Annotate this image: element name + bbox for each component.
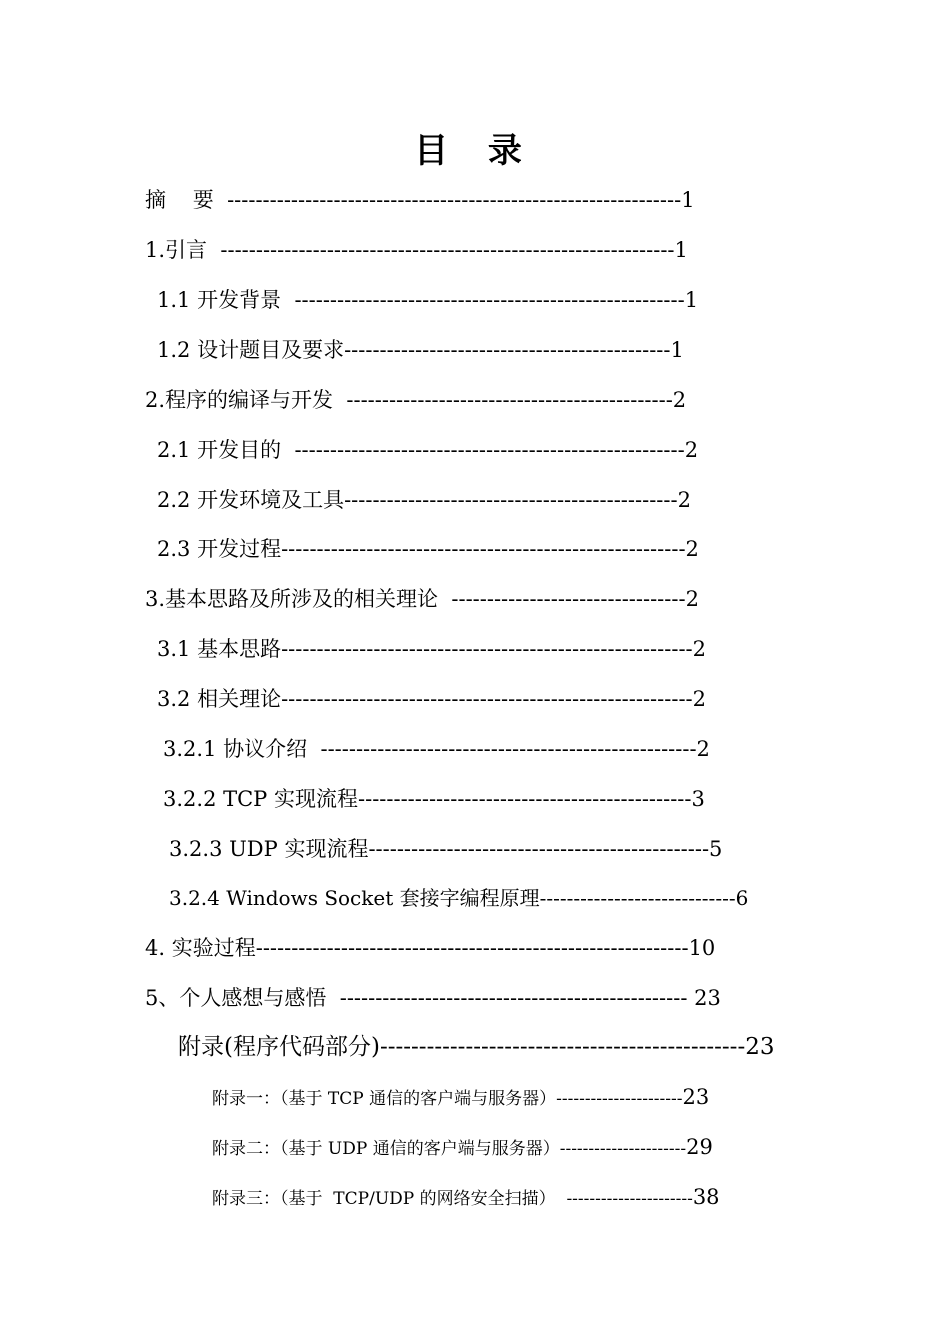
- toc-entry-label: 3.2 相关理论: [157, 687, 282, 711]
- toc-entry-page: 1: [674, 238, 688, 262]
- toc-entry-page: 1: [681, 188, 695, 212]
- toc-entry-page: 3: [691, 787, 705, 811]
- toc-entry-label: 附录二：（基于 UDP 通信的客户端与服务器）: [212, 1139, 560, 1159]
- toc-entry-page: 2: [677, 488, 691, 512]
- toc-entry-label: 3.基本思路及所涉及的相关理论: [145, 587, 452, 611]
- toc-entry-label: 摘 要: [145, 188, 228, 212]
- toc-entry-page: 2: [685, 587, 699, 611]
- toc-entry-label: 2.2 开发环境及工具: [157, 488, 345, 512]
- toc-entry: [163, 785, 783, 813]
- toc-entry: [212, 1133, 812, 1163]
- toc-entry-leader: ---------------------------------------------------------: [281, 537, 686, 561]
- toc-entry-page: 2: [692, 687, 707, 711]
- toc-entry: [157, 336, 767, 364]
- toc-entry-leader: ----------------------------------------------------------------: [220, 238, 675, 262]
- toc-entry-label: 附录三：（基于 TCP/UDP 的网络安全扫描）: [212, 1189, 567, 1209]
- toc-entry-leader: -------------------------------------------------: [339, 986, 695, 1010]
- toc-entry-page: 5: [709, 837, 723, 861]
- toc-entry: [145, 236, 765, 264]
- toc-entry-leader: ----------------------: [559, 1139, 687, 1159]
- toc-entry: [212, 1083, 812, 1113]
- toc-entry: [178, 1033, 813, 1061]
- toc-entry-leader: ----------------------------------------------: [346, 388, 673, 412]
- toc-entry-leader: ----------------------------------------------------------: [281, 637, 693, 661]
- toc-entry: [212, 1183, 812, 1213]
- toc-entry-leader: -----------------------------------------------: [379, 1034, 746, 1060]
- toc-entry-page: 38: [692, 1185, 720, 1209]
- toc-entry-label: 2.程序的编译与开发: [145, 388, 347, 412]
- toc-entry-leader: -------------------------------------------------------------: [255, 936, 689, 960]
- toc-entry-leader: ------------------------------------------------: [368, 837, 710, 861]
- toc-entry-leader: ----------------------: [556, 1089, 683, 1109]
- toc-entry-label: 5、个人感想与感悟: [145, 986, 340, 1010]
- toc-entry: [157, 436, 772, 464]
- toc-entry-label: 1.1 开发背景: [157, 288, 295, 312]
- toc-entry-page: 10: [688, 936, 716, 960]
- toc-entry-label: 4. 实验过程: [145, 936, 256, 960]
- toc-entry: [157, 486, 772, 514]
- toc-entry-leader: -----------------------------: [539, 886, 736, 910]
- toc-entry-page: 2: [672, 388, 687, 412]
- toc-entry: [169, 884, 804, 912]
- toc-entry-label: 2.1 开发目的: [157, 438, 295, 462]
- toc-entry-leader: ---------------------------------: [451, 587, 686, 611]
- toc-entry-page: 1: [670, 338, 684, 362]
- toc-entry: [145, 934, 805, 962]
- toc-entry: [145, 585, 780, 613]
- toc-entry: [145, 186, 765, 214]
- toc-entry-leader: ----------------------------------------------------------: [281, 687, 693, 711]
- toc-entry-label: 附录一：（基于 TCP 通信的客户端与服务器）: [212, 1089, 557, 1109]
- toc-entry-page: 29: [686, 1135, 713, 1159]
- toc-entry-leader: -----------------------------------------------------: [320, 737, 697, 761]
- toc-entry: [145, 386, 770, 414]
- toc-entry-page: 2: [692, 637, 707, 661]
- toc-entry-leader: ----------------------: [566, 1189, 693, 1209]
- toc-entry-page: 23: [682, 1085, 710, 1109]
- toc-entry-label: 3.2.2 TCP 实现流程: [163, 787, 358, 811]
- toc-entry-page: 2: [696, 737, 710, 761]
- toc-entry-label: 3.2.4 Windows Socket 套接字编程原理: [169, 886, 540, 910]
- toc-entry-leader: -------------------------------------------------------: [294, 288, 685, 312]
- toc-entry-leader: ----------------------------------------------------------------: [227, 188, 682, 212]
- toc-entry-label: 3.2.3 UDP 实现流程: [169, 837, 369, 861]
- toc-entry-page: 1: [684, 288, 699, 312]
- toc-entry: [157, 635, 782, 663]
- toc-entry-leader: -----------------------------------------------: [358, 787, 692, 811]
- toc-entry-label: 1.2 设计题目及要求: [157, 338, 345, 362]
- toc-entry: [157, 286, 767, 314]
- toc-entry-label: 3.1 基本思路: [157, 637, 282, 661]
- toc-entry-label: 3.2.1 协议介绍: [163, 737, 321, 761]
- toc-entry: [157, 685, 782, 713]
- toc-entry-label: 2.3 开发过程: [157, 537, 282, 561]
- toc-entry: [169, 835, 799, 863]
- toc-entry-label: 附录(程序代码部分): [178, 1034, 380, 1060]
- toc-entry-page: 2: [685, 537, 699, 561]
- toc-entry: [157, 535, 772, 563]
- toc-entry-leader: -------------------------------------------------------: [294, 438, 685, 462]
- toc-entry-page: 2: [684, 438, 699, 462]
- toc-entry: [145, 984, 810, 1012]
- toc-title: 目 录: [414, 131, 536, 171]
- toc-entry-page: 23: [745, 1034, 775, 1060]
- toc-entry-leader: -----------------------------------------------: [344, 488, 678, 512]
- toc-entry: [163, 735, 783, 763]
- toc-entry-leader: ----------------------------------------------: [344, 338, 671, 362]
- toc-entry-page: 6: [735, 886, 749, 910]
- toc-entry-page: 23: [694, 986, 721, 1010]
- toc-entry-label: 1.引言: [145, 238, 221, 262]
